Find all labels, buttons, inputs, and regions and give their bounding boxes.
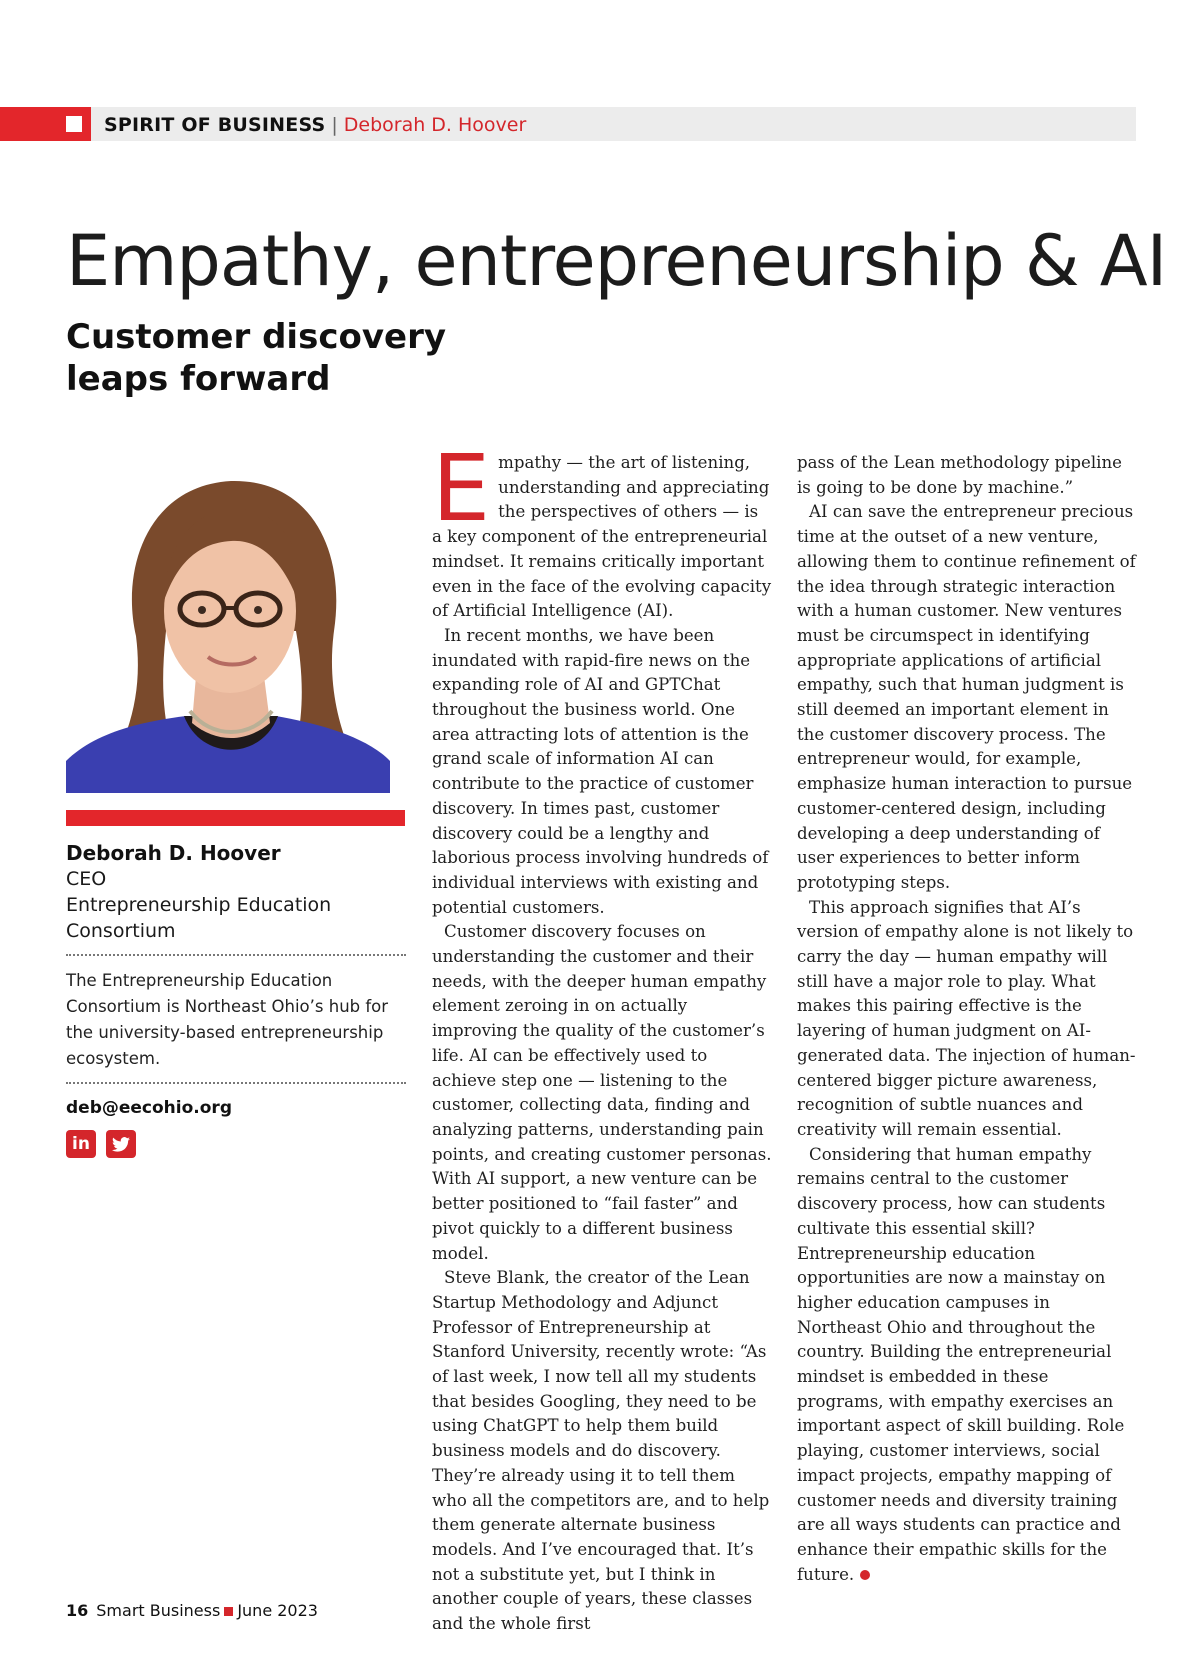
- bio-accent-bar: [66, 810, 405, 826]
- article-paragraph: Customer discovery focuses on understanding the customer and their needs, with the deeper human empathy element zeroing in on actually improving the quality of the customer’s life. AI can be effectively used to achieve step one — listening to the customer, collecting data, finding and analyzing patterns, understanding pain points, and creating customer personas. With AI support, a new venture can be better positioned to “fail faster” and pivot quickly to a different business model.: [432, 922, 772, 1263]
- issue-date: June 2023: [237, 1601, 318, 1620]
- article-paragraph: AI can save the entrepreneur precious time at the outset of a new venture, allowing them to continue refinement of the idea through strategic interaction with a human customer. New ventures must be circumspect in identifying appropriate applications of artificial empathy, such that human judgment is still deemed an important element in the customer discovery process. The entrepreneur would, for example, emphasize human interaction to pursue customer-centered design, including developing a deep understanding of user experiences to better inform prototyping steps.: [797, 502, 1136, 892]
- paragraph-text: Considering that human empathy remains central to the customer discovery process, how can students cultivate this essential skill? Entrepreneurship education opportunities are now a mainstay on higher education campuses in Northeast Ohio and throughout the country. Building the entrepreneurial mindset is embedded in these programs, with empathy exercises an important aspect of skill building. Role playing, customer interviews, social impact projects, empathy mapping of customer needs and diversity training are all ways students can practice and enhance their empathic skills for the future.: [797, 1144, 1125, 1584]
- publication-name: Smart Business: [96, 1601, 221, 1620]
- article-paragraph: [797, 1143, 1139, 1588]
- header-separator: |: [331, 114, 338, 136]
- bio-organization: Entrepreneurship Education Consortium: [66, 894, 332, 942]
- article-column-2: [797, 451, 1139, 1587]
- page-footer: [66, 1599, 318, 1623]
- article-paragraph: This approach signifies that AI’s version of empathy alone is not likely to carry the day — human empathy will still have a major role to play. What makes this pairing effective is the layering of human judgment on AI-generated data. The injection of human-centered bigger picture awareness, recognition of subtle nuances and creativity will remain essential.: [797, 897, 1136, 1139]
- paragraph-text: mpathy — the art of listening, understanding and appreciating the perspectives of others — is a key component of the entrepreneurial mindset. It remains critically important even in the face of the evolving capacity of Artificial Intelligence (AI).: [432, 453, 772, 621]
- bio-email-link[interactable]: deb@eecohio.org: [66, 1098, 232, 1118]
- article-paragraph: [432, 435, 772, 624]
- header-author: Deborah D. Hoover: [343, 114, 527, 136]
- bio-role: CEO: [66, 868, 107, 890]
- article-paragraph: Steve Blank, the creator of the Lean Startup Methodology and Adjunct Professor of Entrepreneurship at Stanford University, recently wrote: “As of last week, I now tell all my students that besides Googling, they need to be using ChatGPT to help them build business models and do discovery. They’re already using it to tell them who all the competitors are, and to help them generate alternate business models. And I’ve encouraged that. It’s not a substitute yet, but I think in another couple of years, these classes and the whole first: [432, 1268, 770, 1634]
- article-column-1: [432, 435, 772, 1637]
- bio-divider: [66, 954, 406, 956]
- article-paragraph: pass of the Lean methodology pipeline is going to be done by machine.”: [797, 453, 1122, 497]
- article-subtitle: Customer discovery leaps forward: [66, 317, 446, 399]
- social-links: [66, 1130, 406, 1158]
- twitter-icon[interactable]: [106, 1130, 136, 1158]
- end-mark-icon: [860, 1570, 870, 1580]
- bio-name: Deborah D. Hoover: [66, 841, 281, 865]
- author-bio: [66, 840, 406, 1158]
- bio-description: The Entrepreneurship Education Consortium is Northeast Ohio’s hub for the university-based entrepreneurship ecosystem.: [66, 971, 389, 1068]
- section-kicker: SPIRIT OF BUSINESS: [104, 114, 326, 136]
- section-header: [104, 112, 526, 138]
- author-photo: [66, 461, 390, 793]
- article-title: Empathy, entrepreneurship & AI: [66, 220, 1167, 302]
- footer-square-icon: [224, 1607, 233, 1616]
- linkedin-icon[interactable]: in: [66, 1130, 96, 1158]
- article-paragraph: In recent months, we have been inundated with rapid-fire news on the expanding role of AI and GPTChat throughout the business world. One area attracting lots of attention is the grand scale of information AI can contribute to the practice of customer discovery. In times past, customer discovery could be a lengthy and laborious process involving hundreds of individual interviews with existing and potential customers.: [432, 625, 769, 917]
- drop-cap: E: [432, 435, 491, 542]
- header-square-icon: [66, 116, 82, 132]
- page-number: 16: [66, 1601, 89, 1620]
- bio-divider: [66, 1082, 406, 1084]
